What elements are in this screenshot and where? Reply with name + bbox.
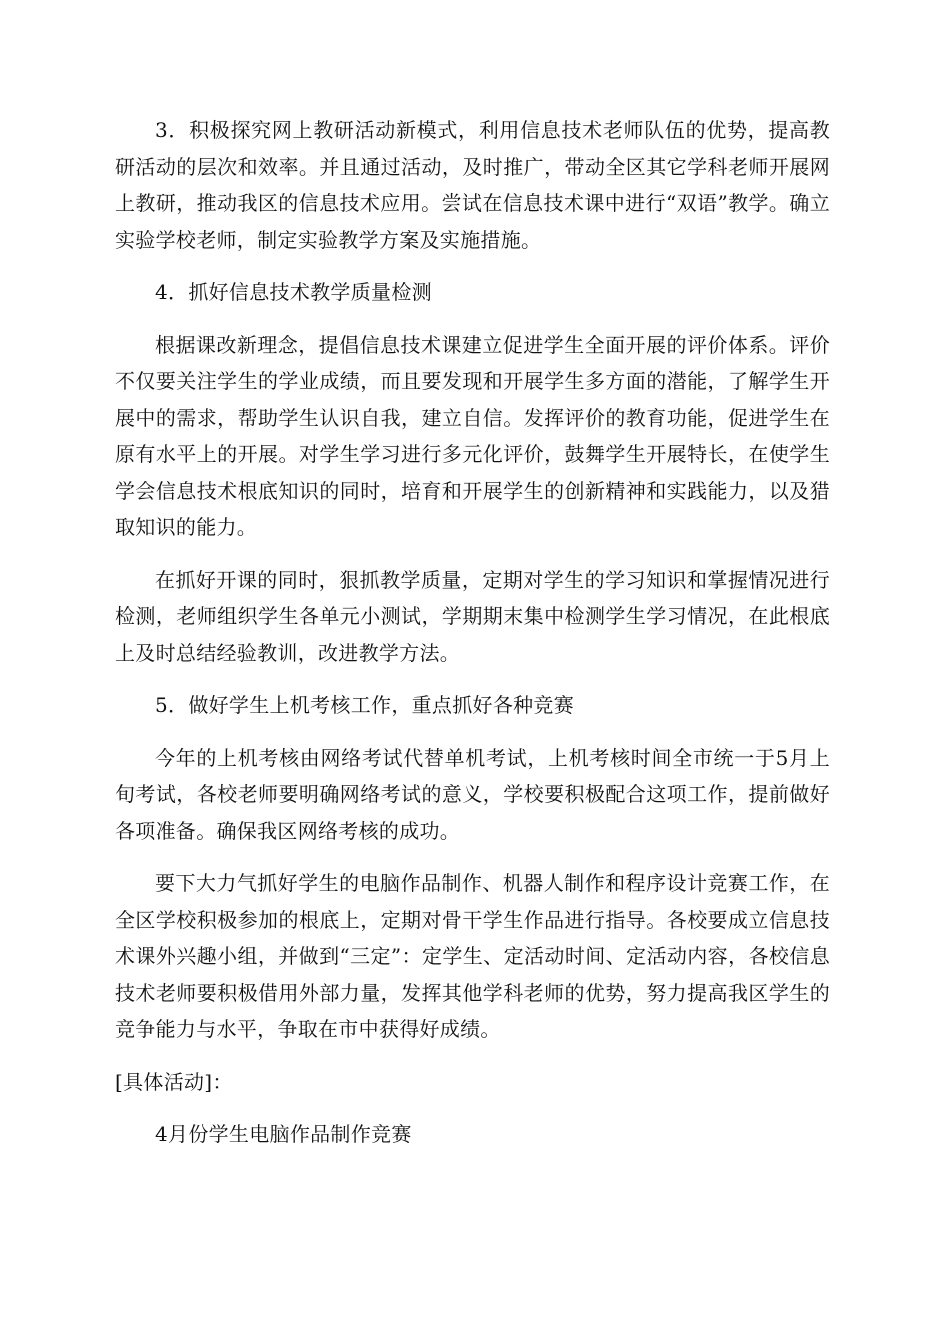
- paragraph-quality: 在抓好开课的同时，狠抓教学质量，定期对学生的学习知识和掌握情况进行检测，老师组织学生各单元小测试，学期期末集中检测学生学习情况，在此根底上及时总结经验教训，改进教学方法。: [115, 567, 830, 665]
- paragraph-evaluation: 根据课改新理念，提倡信息技术课建立促进学生全面开展的评价体系。评价不仅要关注学生的学业成绩，而且要发现和开展学生多方面的潜能，了解学生开展中的需求，帮助学生认识自我，建立自信。发挥评价的教育功能，促进学生在原有水平上的开展。对学生学习进行多元化评价，鼓舞学生开展特长，在使学生学会信息技术根底知识的同时，培育和开展学生的创新精神和实践能力，以及猎取知识的能力。: [115, 332, 830, 539]
- activity-item: 4月份学生电脑作品制作竞赛: [155, 1122, 412, 1146]
- paragraph-item-3: 3．积极探究网上教研活动新模式，利用信息技术老师队伍的优势，提高教研活动的层次和效率。并且通过活动，及时推广，带动全区其它学科老师开展网上教研，推动我区的信息技术应用。尝试在信息技术课中进行“双语”教学。确立实验学校老师，制定实验教学方案及实施措施。: [115, 118, 830, 252]
- section-heading-4: 4．抓好信息技术教学质量检测: [155, 280, 432, 304]
- paragraph-competition: 要下大力气抓好学生的电脑作品制作、机器人制作和程序设计竞赛工作，在全区学校积极参加的根底上，定期对骨干学生作品进行指导。各校要成立信息技术课外兴趣小组，并做到“三定”：定学生、定活动时间、定活动内容，各校信息技术老师要积极借用外部力量，发挥其他学科老师的优势，努力提高我区学生的竞争能力与水平，争取在市中获得好成绩。: [115, 871, 830, 1041]
- document-body: [115, 112, 830, 1169]
- activities-label: [具体活动]：: [115, 1069, 233, 1094]
- paragraph-exam: 今年的上机考核由网络考试代替单机考试，上机考核时间全市统一于5月上旬考试，各校老师要明确网络考试的意义，学校要积极配合这项工作，提前做好各项准备。确保我区网络考核的成功。: [115, 745, 830, 843]
- section-heading-5: 5．做好学生上机考核工作，重点抓好各种竞赛: [155, 693, 575, 717]
